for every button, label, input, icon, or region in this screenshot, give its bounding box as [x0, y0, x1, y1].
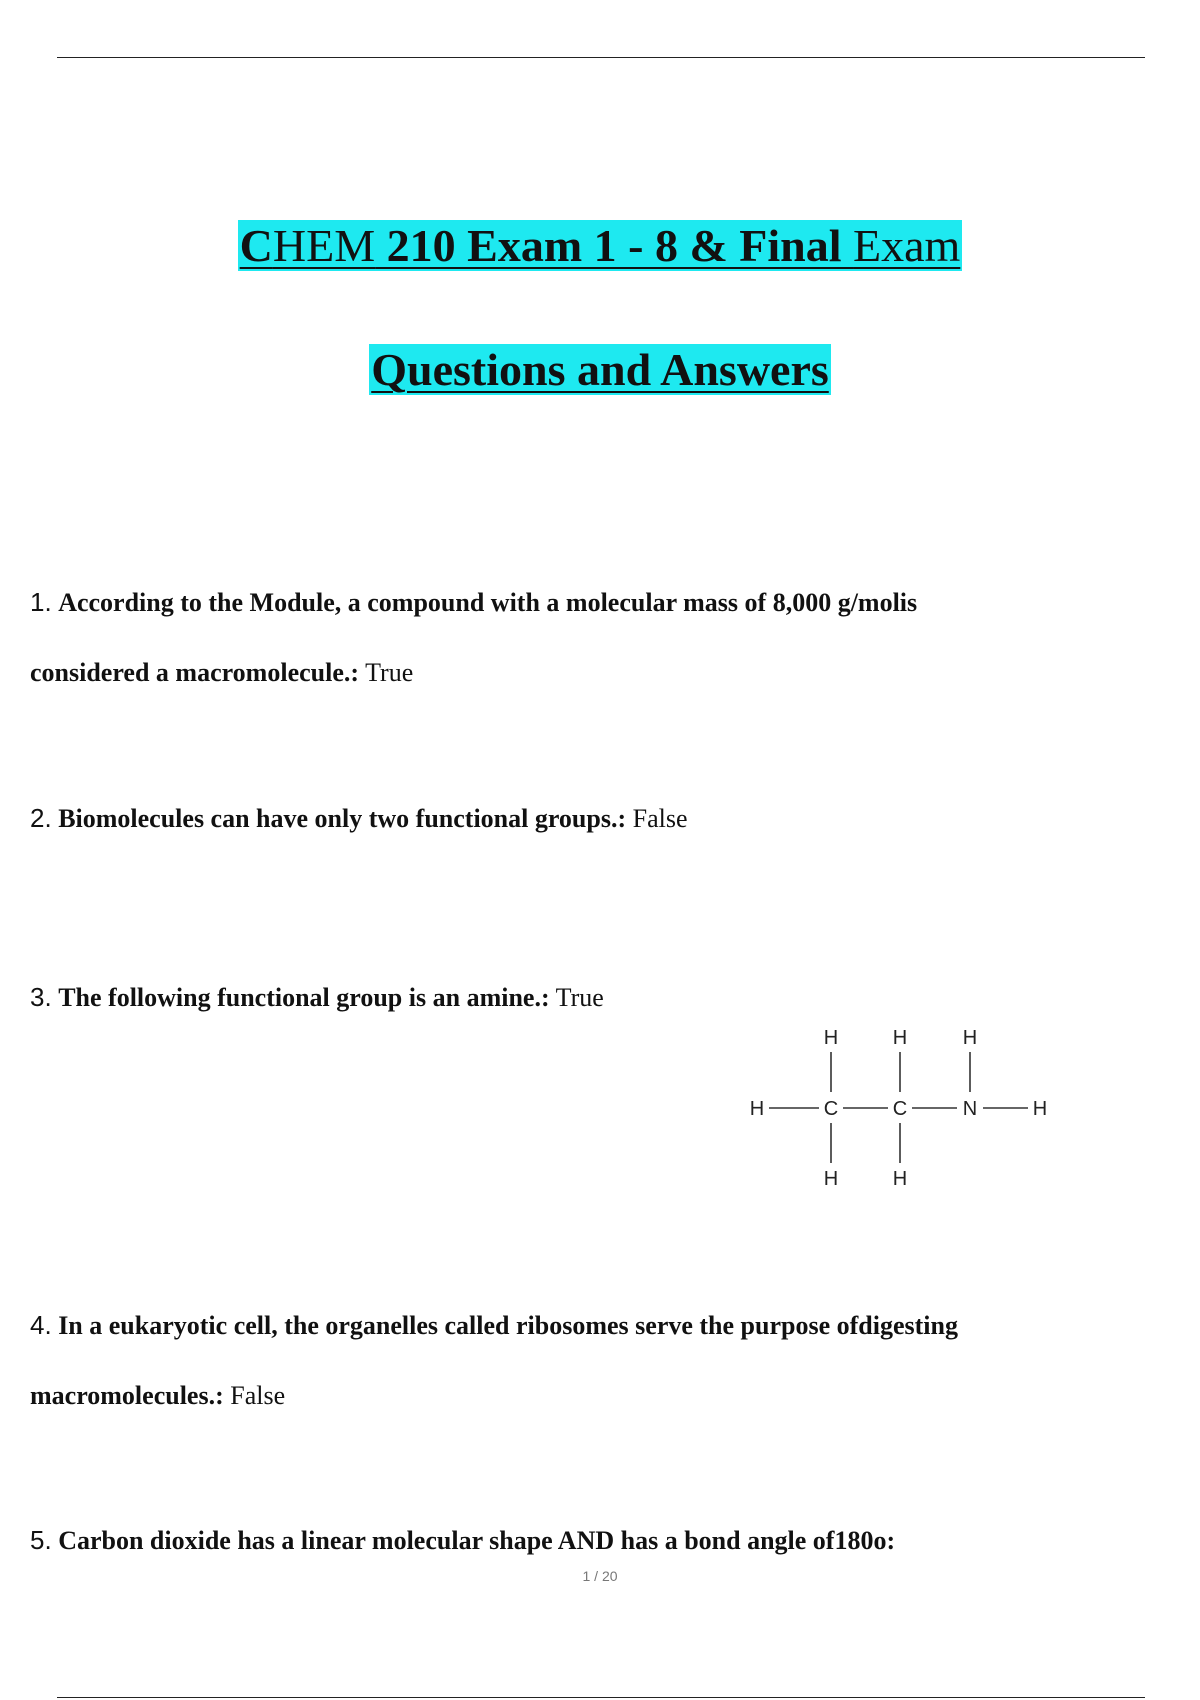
question-answer: False	[230, 1381, 286, 1410]
question-number: 1.	[30, 587, 52, 617]
question-number: 4.	[30, 1310, 52, 1340]
page-number: 1 / 20	[582, 1568, 618, 1584]
ethylamine-structure-diagram	[745, 1020, 1065, 1190]
question-4	[30, 1290, 1150, 1431]
question-answer: True	[365, 658, 414, 687]
atom-c1: C	[823, 1098, 839, 1120]
atom-h-c2-bottom: H	[892, 1168, 908, 1190]
atom-h-n-top: H	[962, 1027, 978, 1049]
document-title-line2	[0, 339, 1200, 401]
question-text-continued: macromolecules.:	[30, 1381, 224, 1410]
title-subtitle: Questions and Answers	[371, 344, 829, 395]
atom-h-right: H	[1032, 1098, 1048, 1120]
atom-h-c2-top: H	[892, 1027, 908, 1049]
atom-h-c1-bottom: H	[823, 1168, 839, 1190]
question-1	[30, 567, 1150, 708]
question-text: The following functional group is an amine.:	[58, 983, 550, 1012]
atom-c2: C	[892, 1098, 908, 1120]
atom-h-c1-top: H	[823, 1027, 839, 1049]
atom-h-left: H	[749, 1098, 765, 1120]
question-2	[30, 783, 1150, 854]
title-exam-light: Exam	[853, 220, 961, 271]
title-middle: 210 Exam 1 - 8 & Final	[375, 220, 854, 271]
title-initial: C	[239, 220, 273, 271]
question-number: 5.	[30, 1525, 52, 1555]
question-number: 2.	[30, 803, 52, 833]
question-text-continued: considered a macromolecule.:	[30, 658, 360, 687]
top-rule	[57, 57, 1145, 58]
question-answer: True	[555, 983, 604, 1012]
bottom-rule	[57, 1697, 1145, 1698]
question-answer: False	[632, 804, 688, 833]
question-text: According to the Module, a compound with a molecular mass of 8,000 g/molis	[58, 588, 918, 617]
question-5	[30, 1505, 1150, 1576]
atom-n: N	[962, 1098, 978, 1120]
question-text: Biomolecules can have only two functional groups.:	[58, 804, 627, 833]
document-title-line1	[0, 215, 1200, 277]
question-text: In a eukaryotic cell, the organelles called ribosomes serve the purpose ofdigesting	[58, 1311, 958, 1340]
question-number: 3.	[30, 982, 52, 1012]
title-chem-light: HEM	[272, 220, 376, 271]
question-text: Carbon dioxide has a linear molecular shape AND has a bond angle of180o:	[58, 1526, 896, 1555]
